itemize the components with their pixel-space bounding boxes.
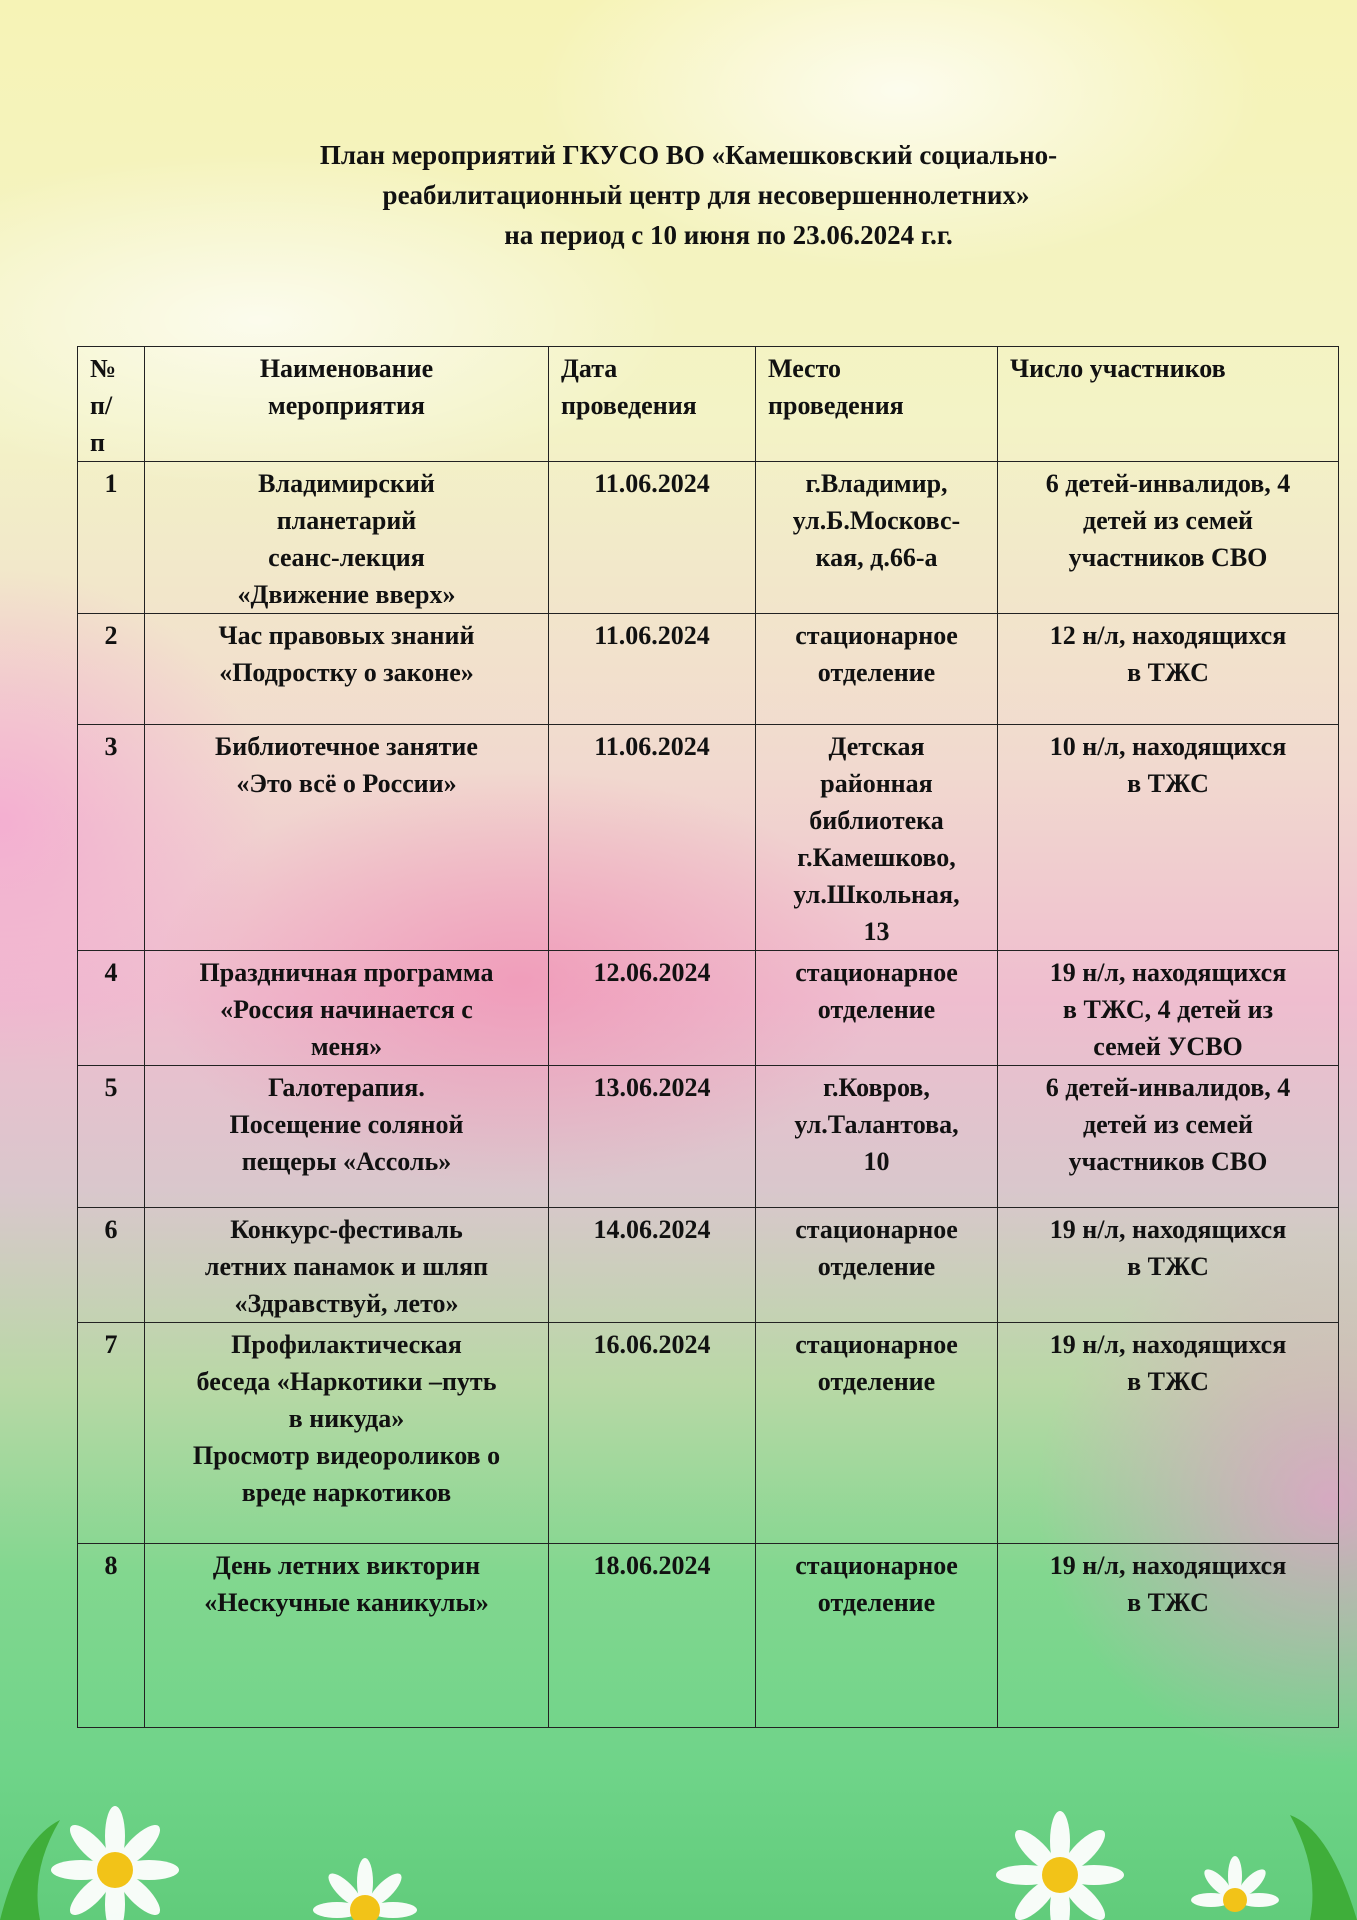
row-name: Профилактическая беседа «Наркотики –путь в никуда» Просмотр видеороликов о вреде наркотиков [145, 1323, 549, 1544]
row-place: стационарное отделение [756, 951, 998, 1066]
row-num: 1 [78, 462, 145, 614]
row-participants: 6 детей-инвалидов, 4 детей из семей участников СВО [998, 462, 1339, 614]
row-place: стационарное отделение [756, 1208, 998, 1323]
row-place: стационарное отделение [756, 614, 998, 725]
row-name: Праздничная программа «Россия начинается с меня» [145, 951, 549, 1066]
row-date: 13.06.2024 [549, 1066, 756, 1208]
row-participants: 19 н/л, находящихся в ТЖС [998, 1323, 1339, 1544]
daisy-flowers-decoration [0, 1760, 1357, 1920]
row-name: День летних викторин «Нескучные каникулы» [145, 1544, 549, 1728]
row-num: 3 [78, 725, 145, 951]
row-name: Час правовых знаний «Подростку о законе» [145, 614, 549, 725]
row-name: Библиотечное занятие «Это всё о России» [145, 725, 549, 951]
row-place: стационарное отделение [756, 1544, 998, 1728]
header-num: № п/ п [78, 347, 145, 462]
table-row [78, 951, 1339, 1066]
row-date: 11.06.2024 [549, 614, 756, 725]
table-row [78, 1208, 1339, 1323]
row-date: 18.06.2024 [549, 1544, 756, 1728]
flower-icon [1191, 1856, 1279, 1912]
table-row [78, 1544, 1339, 1728]
row-num: 2 [78, 614, 145, 725]
row-participants: 19 н/л, находящихся в ТЖС [998, 1208, 1339, 1323]
row-num: 7 [78, 1323, 145, 1544]
table-header-row [78, 347, 1339, 462]
table-row [78, 725, 1339, 951]
page-title [0, 135, 1357, 255]
row-num: 5 [78, 1066, 145, 1208]
row-name: Галотерапия. Посещение соляной пещеры «Ассоль» [145, 1066, 549, 1208]
row-participants: 19 н/л, находящихся в ТЖС, 4 детей из семей УСВО [998, 951, 1339, 1066]
leaf-icon [0, 1815, 1357, 1920]
row-place: Детская районная библиотека г.Камешково, ул.Школьная, 13 [756, 725, 998, 951]
events-table [77, 346, 1339, 1728]
row-date: 14.06.2024 [549, 1208, 756, 1323]
title-line-2: реабилитационный центр для несовершеннолетних» [382, 180, 1030, 210]
header-name: Наименование мероприятия [145, 347, 549, 462]
row-date: 16.06.2024 [549, 1323, 756, 1544]
header-place: Место проведения [756, 347, 998, 462]
row-date: 12.06.2024 [549, 951, 756, 1066]
row-num: 4 [78, 951, 145, 1066]
table-row [78, 1066, 1339, 1208]
flower-icon [51, 1806, 179, 1920]
row-num: 6 [78, 1208, 145, 1323]
table-row [78, 462, 1339, 614]
row-participants: 12 н/л, находящихся в ТЖС [998, 614, 1339, 725]
row-place: стационарное отделение [756, 1323, 998, 1544]
row-participants: 6 детей-инвалидов, 4 детей из семей участников СВО [998, 1066, 1339, 1208]
table-row [78, 614, 1339, 725]
row-place: г.Владимир, ул.Б.Московс- кая, д.66-а [756, 462, 998, 614]
header-date: Дата проведения [549, 347, 756, 462]
row-participants: 10 н/л, находящихся в ТЖС [998, 725, 1339, 951]
row-num: 8 [78, 1544, 145, 1728]
flower-icon [313, 1858, 417, 1920]
row-date: 11.06.2024 [549, 462, 756, 614]
row-participants: 19 н/л, находящихся в ТЖС [998, 1544, 1339, 1728]
flower-icon [996, 1811, 1124, 1920]
row-place: г.Ковров, ул.Талантова, 10 [756, 1066, 998, 1208]
row-name: Владимирский планетарий сеанс-лекция «Движение вверх» [145, 462, 549, 614]
title-line-3: на период с 10 июня по 23.06.2024 г.г. [504, 220, 953, 250]
header-participants: Число участников [998, 347, 1339, 462]
title-line-1: План мероприятий ГКУСО ВО «Камешковский социально- [319, 140, 1058, 170]
row-name: Конкурс-фестиваль летних панамок и шляп «Здравствуй, лето» [145, 1208, 549, 1323]
row-date: 11.06.2024 [549, 725, 756, 951]
table-row [78, 1323, 1339, 1544]
